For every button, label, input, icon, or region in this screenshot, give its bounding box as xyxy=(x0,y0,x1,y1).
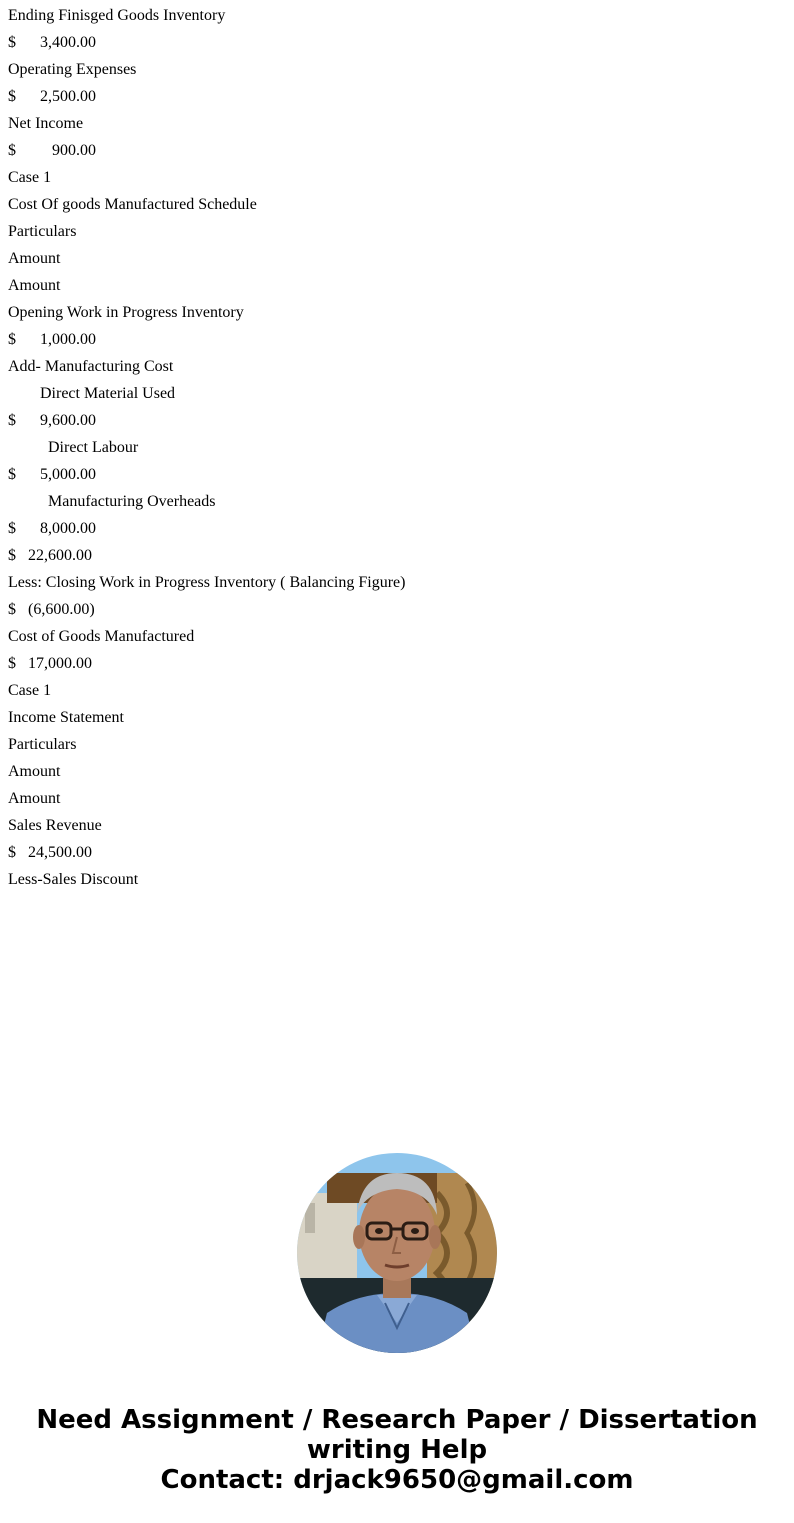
amount-value: 17,000.00 xyxy=(16,655,92,672)
text-line: Case 1 xyxy=(8,682,52,699)
currency-symbol: $ xyxy=(8,331,16,348)
text-line: Direct Labour xyxy=(48,439,139,456)
amount-value: 1,000.00 xyxy=(16,331,96,348)
amount-line xyxy=(8,655,788,673)
text-line: Amount xyxy=(8,250,61,267)
amount-value: 24,500.00 xyxy=(16,844,92,861)
currency-symbol: $ xyxy=(8,34,16,51)
text-line: Case 1 xyxy=(8,169,52,186)
text-line: Particulars xyxy=(8,736,77,753)
amount-line xyxy=(8,34,788,52)
promo-line-1: Need Assignment / Research Paper / Dissertation xyxy=(36,1405,758,1435)
currency-symbol: $ xyxy=(8,142,16,159)
currency-symbol: $ xyxy=(8,412,16,429)
text-line: Income Statement xyxy=(8,709,124,726)
amount-value: 2,500.00 xyxy=(16,88,96,105)
amount-line xyxy=(8,520,788,538)
amount-line xyxy=(8,844,788,862)
amount-line xyxy=(8,601,788,619)
amount-line xyxy=(8,466,788,484)
text-line: Cost of Goods Manufactured xyxy=(8,628,195,645)
text-line: Manufacturing Overheads xyxy=(48,493,216,510)
amount-value: 900.00 xyxy=(16,142,96,159)
text-line: Amount xyxy=(8,790,61,807)
amount-line xyxy=(8,88,788,106)
promo-banner xyxy=(0,1405,794,1495)
text-line: Opening Work in Progress Inventory xyxy=(8,304,244,321)
currency-symbol: $ xyxy=(8,520,16,537)
text-line: Net Income xyxy=(8,115,84,132)
amount-value: (6,600.00) xyxy=(16,601,95,618)
amount-line xyxy=(8,547,788,565)
amount-value: 3,400.00 xyxy=(16,34,96,51)
text-line: Cost Of goods Manufactured Schedule xyxy=(8,196,257,213)
text-line: Amount xyxy=(8,277,61,294)
amount-value: 5,000.00 xyxy=(16,466,96,483)
promo-contact: Contact: drjack9650@gmail.com xyxy=(160,1465,634,1495)
text-line: Direct Material Used xyxy=(40,385,176,402)
currency-symbol: $ xyxy=(8,655,16,672)
amount-line xyxy=(8,142,788,160)
author-photo xyxy=(297,1153,497,1353)
text-line: Ending Finisged Goods Inventory xyxy=(8,7,226,24)
document-body xyxy=(8,0,788,898)
text-line: Amount xyxy=(8,763,61,780)
amount-line xyxy=(8,331,788,349)
text-line: Less-Sales Discount xyxy=(8,871,139,888)
amount-value: 22,600.00 xyxy=(16,547,92,564)
currency-symbol: $ xyxy=(8,547,16,564)
promo-line-2: writing Help xyxy=(306,1435,488,1465)
document-lines xyxy=(8,7,788,889)
text-line: Sales Revenue xyxy=(8,817,102,834)
author-portrait-image xyxy=(297,1153,497,1353)
text-line: Less: Closing Work in Progress Inventory ( Balancing Figure) xyxy=(8,574,406,591)
amount-value: 9,600.00 xyxy=(16,412,96,429)
text-line: Operating Expenses xyxy=(8,61,137,78)
text-line: Add- Manufacturing Cost xyxy=(8,358,174,375)
currency-symbol: $ xyxy=(8,844,16,861)
amount-line xyxy=(8,412,788,430)
currency-symbol: $ xyxy=(8,88,16,105)
amount-value: 8,000.00 xyxy=(16,520,96,537)
text-line: Particulars xyxy=(8,223,77,240)
currency-symbol: $ xyxy=(8,601,16,618)
currency-symbol: $ xyxy=(8,466,16,483)
